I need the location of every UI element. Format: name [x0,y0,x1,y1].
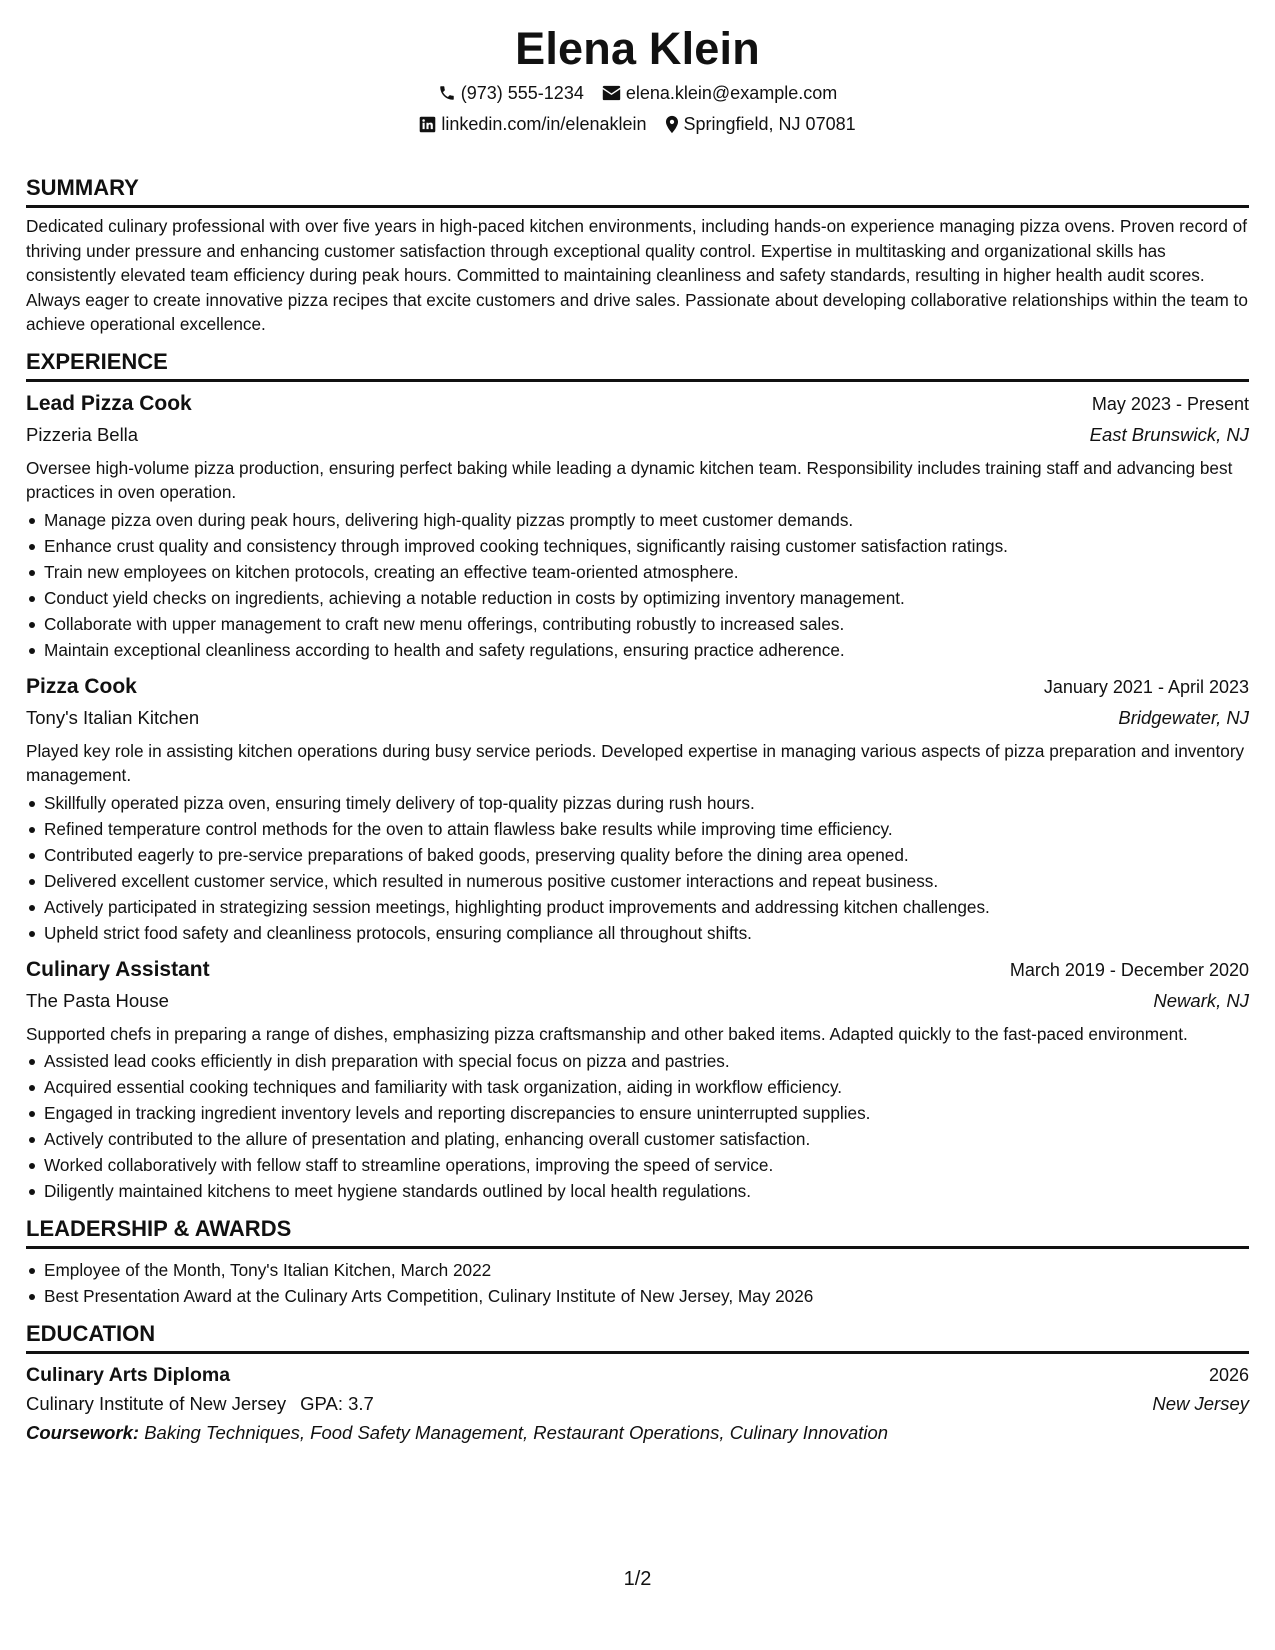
education-header [26,1362,1249,1389]
job-bullets [26,1048,1249,1204]
list-item: Engaged in tracking ingredient inventory levels and reporting discrepancies to ensure uninterrupted supplies. [26,1100,1249,1126]
phone-text: (973) 555-1234 [460,83,584,103]
job-location: Newark, NJ [1153,989,1249,1011]
linkedin-icon [419,116,436,133]
list-item: Collaborate with upper management to craft new menu offerings, contributing robustly to increased sales. [26,611,1249,637]
education-subheader [26,1390,1249,1417]
job-location: East Brunswick, NJ [1089,423,1249,445]
job-header [26,673,1249,701]
list-item: Upheld strict food safety and cleanliness protocols, ensuring compliance all throughout shifts. [26,920,1249,946]
list-item: Best Presentation Award at the Culinary Arts Competition, Culinary Institute of New Jersey, May 2026 [26,1283,1249,1309]
list-item: Actively participated in strategizing session meetings, highlighting product improvements and addressing kitchen challenges. [26,894,1249,920]
job-title: Pizza Cook [26,674,137,698]
list-item: Refined temperature control methods for the oven to attain flawless bake results while improving time efficiency. [26,816,1249,842]
summary-heading: SUMMARY [26,175,1249,208]
list-item: Assisted lead cooks efficiently in dish preparation with special focus on pizza and pastries. [26,1048,1249,1074]
job-entry-culinary-assistant [26,956,1249,1205]
contact-location [665,113,856,135]
contact-linkedin[interactable] [419,113,646,135]
contact-email[interactable] [602,82,837,104]
location-text: Springfield, NJ 07081 [683,114,856,134]
job-entry-lead-pizza-cook [26,390,1249,663]
education-gpa: GPA: 3.7 [300,1393,374,1414]
list-item: Contributed eagerly to pre-service preparations of baked goods, preserving quality before the dining area opened. [26,842,1249,868]
job-company: The Pasta House [26,989,169,1011]
education-heading: EDUCATION [26,1321,1249,1354]
page-number: 1/2 [623,1568,652,1590]
job-description: Oversee high-volume pizza production, ensuring perfect baking while leading a dynamic kitchen team. Responsibility includes training staff and advancing best practices in oven operation. [26,457,1233,502]
coursework-label: Coursework: [26,1422,140,1443]
list-item: Diligently maintained kitchens to meet hygiene standards outlined by local health regulations. [26,1178,1249,1204]
job-subheader [26,987,1249,1014]
contact-row-primary [26,82,1249,104]
job-subheader [26,421,1249,448]
list-item: Train new employees on kitchen protocols, creating an effective team-oriented atmosphere. [26,559,1249,585]
education-year: 2026 [1208,1365,1249,1385]
job-bullets [26,507,1249,663]
map-pin-icon [665,115,679,134]
job-title: Lead Pizza Cook [26,391,192,415]
leadership-heading: LEADERSHIP & AWARDS [26,1216,1249,1249]
education-location: New Jersey [1152,1393,1249,1414]
resume-page [26,0,1249,1446]
summary-text: Dedicated culinary professional with over five years in high-paced kitchen environments, including hands-on experience managing pizza ovens. Proven record of thriving under pressure and enhancing customer satisfaction through exceptional quality control. Expertise in multitasking and organizational skills has consistently elevated team efficiency during peak hours. Committed to maintaining cleanliness and safety standards, resulting in higher health audit scores. Always eager to create innovative pizza recipes that excite customers and drive sales. Passionate about developing collaborative relationships within the team to achieve operational excellence. [26,216,1248,334]
phone-icon [438,84,456,102]
job-dates: May 2023 - Present [1091,393,1249,414]
job-entry-pizza-cook [26,673,1249,946]
list-item: Delivered excellent customer service, which resulted in numerous positive customer interactions and repeat business. [26,868,1249,894]
job-title: Culinary Assistant [26,957,210,981]
envelope-icon [602,85,621,101]
list-item: Enhance crust quality and consistency through improved cooking techniques, significantly raising customer satisfaction ratings. [26,533,1249,559]
list-item: Conduct yield checks on ingredients, achieving a notable reduction in costs by optimizing inventory management. [26,585,1249,611]
awards-list [26,1257,1249,1309]
experience-heading: EXPERIENCE [26,349,1249,382]
list-item: Actively contributed to the allure of presentation and plating, enhancing overall customer satisfaction. [26,1126,1249,1152]
education-school: Culinary Institute of New Jersey [26,1393,287,1414]
email-text: elena.klein@example.com [625,83,838,103]
coursework-line [26,1419,1249,1446]
job-subheader [26,704,1249,731]
list-item: Skillfully operated pizza oven, ensuring timely delivery of top-quality pizzas during rush hours. [26,790,1249,816]
contact-phone[interactable] [438,82,584,104]
job-company: Pizzeria Bella [26,423,139,445]
candidate-name: Elena Klein [515,23,760,74]
job-location: Bridgewater, NJ [1118,706,1249,728]
linkedin-text: linkedin.com/in/elenaklein [441,114,647,134]
coursework-text: Baking Techniques, Food Safety Management, Restaurant Operations, Culinary Innovation [144,1422,889,1443]
contact-row-secondary [26,113,1249,135]
education-school-line [26,1390,374,1417]
job-header [26,956,1249,984]
list-item: Employee of the Month, Tony's Italian Kitchen, March 2022 [26,1257,1249,1283]
job-company: Tony's Italian Kitchen [26,706,200,728]
list-item: Worked collaboratively with fellow staff to streamline operations, improving the speed of service. [26,1152,1249,1178]
job-dates: March 2019 - December 2020 [1009,959,1249,980]
list-item: Maintain exceptional cleanliness according to health and safety regulations, ensuring practice adherence. [26,637,1249,663]
job-dates: January 2021 - April 2023 [1043,676,1249,697]
job-description: Played key role in assisting kitchen operations during busy service periods. Developed expertise in managing various aspects of pizza preparation and inventory management. [26,740,1245,785]
job-description: Supported chefs in preparing a range of dishes, emphasizing pizza craftsmanship and other baked items. Adapted quickly to the fast-paced environment. [26,1023,1188,1044]
degree-title: Culinary Arts Diploma [26,1364,231,1386]
job-bullets [26,790,1249,946]
list-item: Manage pizza oven during peak hours, delivering high-quality pizzas promptly to meet customer demands. [26,507,1249,533]
list-item: Acquired essential cooking techniques and familiarity with task organization, aiding in workflow efficiency. [26,1074,1249,1100]
job-header [26,390,1249,418]
